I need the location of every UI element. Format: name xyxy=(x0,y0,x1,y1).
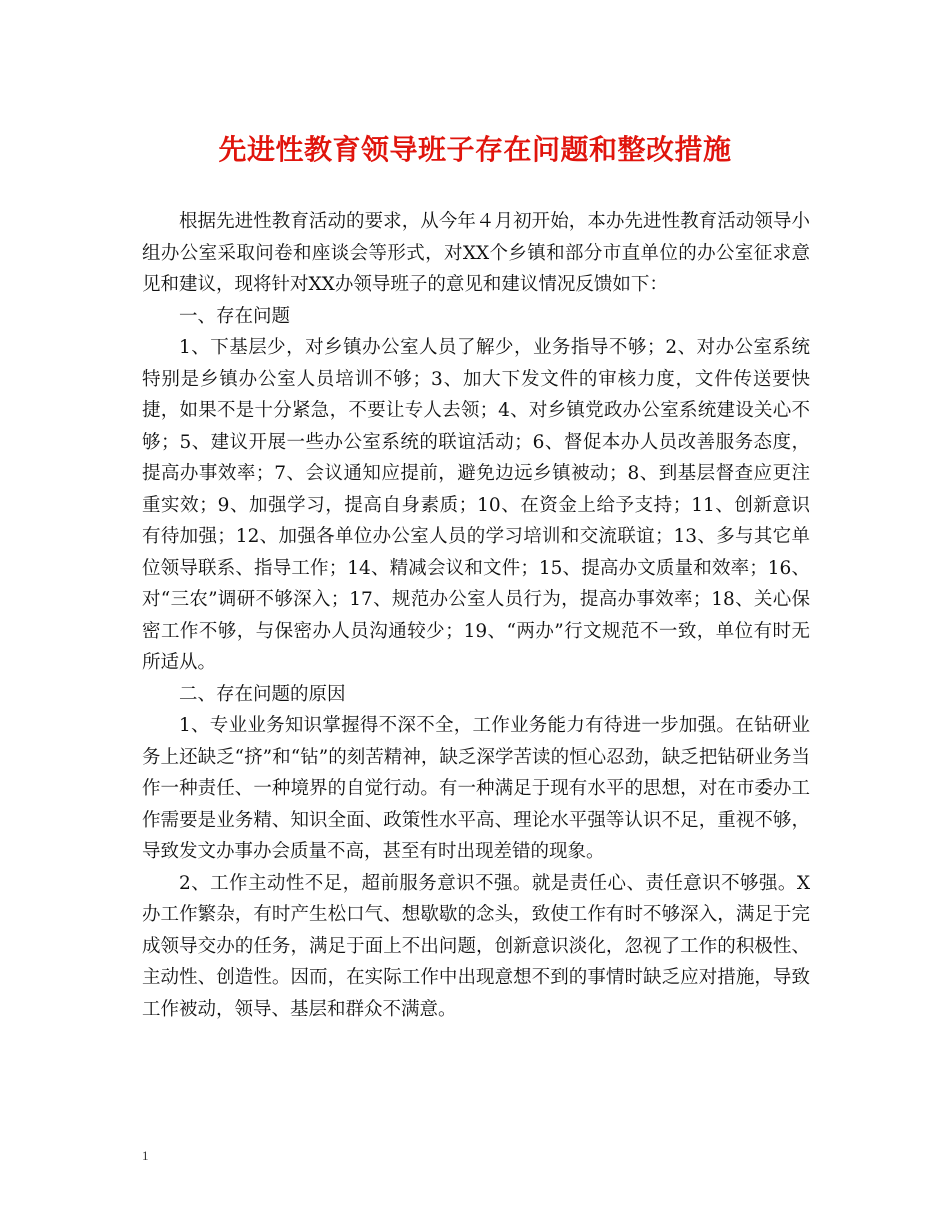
section-heading-causes: 二、存在问题的原因 xyxy=(179,683,346,705)
cause-paragraph-2: 2、工作主动性不足，超前服务意识不强。就是责任心、责任意识不够强。X办工作繁杂，有时产生松口气、想歇歇的念头，致使工作有时不够深入，满足于完成领导交办的任务，满足于面上不出问题，创新意识淡化，忽视了工作的积极性、主动性、创造性。因而，在实际工作中出现意想不到的事情时缺乏应对措施，导致工作被动，领导、基层和群众不满意。 xyxy=(142,872,810,1020)
section-heading-problems: 一、存在问题 xyxy=(179,305,291,327)
problems-list-paragraph: 1、下基层少，对乡镇办公室人员了解少，业务指导不够；2、对办公室系统特别是乡镇办公室人员培训不够；3、加大下发文件的审核力度，文件传送要快捷，如果不是十分紧急，不要让专人去领；4、对乡镇党政办公室系统建设关心不够；5、建议开展一些办公室系统的联谊活动；6、督促本办人员改善服务态度，提高办事效率；7、会议通知应提前，避免边远乡镇被动；8、到基层督查应更注重实效；9、加强学习，提高自身素质；10、在资金上给予支持；11、创新意识有待加强；12、加强各单位办公室人员的学习培训和交流联谊；13、多与其它单位领导联系、指导工作；14、精减会议和文件；15、提高办文质量和效率；16、对“三农”调研不够深入；17、规范办公室人员行为，提高办事效率；18、关心保密工作不够，与保密办人员沟通较少；19、“两办”行文规范不一致，单位有时无所适从。 xyxy=(142,337,810,673)
page-number: 1 xyxy=(142,1148,149,1163)
document-body xyxy=(142,206,810,1025)
intro-paragraph: 根据先进性教育活动的要求，从今年４月初开始，本办先进性教育活动领导小组办公室采取问卷和座谈会等形式，对XX个乡镇和部分市直单位的办公室征求意见和建议，现将针对XX办领导班子的意见和建议情况反馈如下： xyxy=(142,211,810,295)
document-title: 先进性教育领导班子存在问题和整改措施 xyxy=(218,133,732,166)
cause-paragraph-1: 1、专业业务知识掌握得不深不全，工作业务能力有待进一步加强。在钻研业务上还缺乏“挤”和“钻”的刻苦精神，缺乏深学苦读的恒心忍劲，缺乏把钻研业务当作一种责任、一种境界的自觉行动。有一种满足于现有水平的思想，对在市委办工作需要是业务精、知识全面、政策性水平高、理论水平强等认识不足，重视不够，导致发文办事办会质量不高，甚至有时出现差错的现象。 xyxy=(142,715,810,862)
